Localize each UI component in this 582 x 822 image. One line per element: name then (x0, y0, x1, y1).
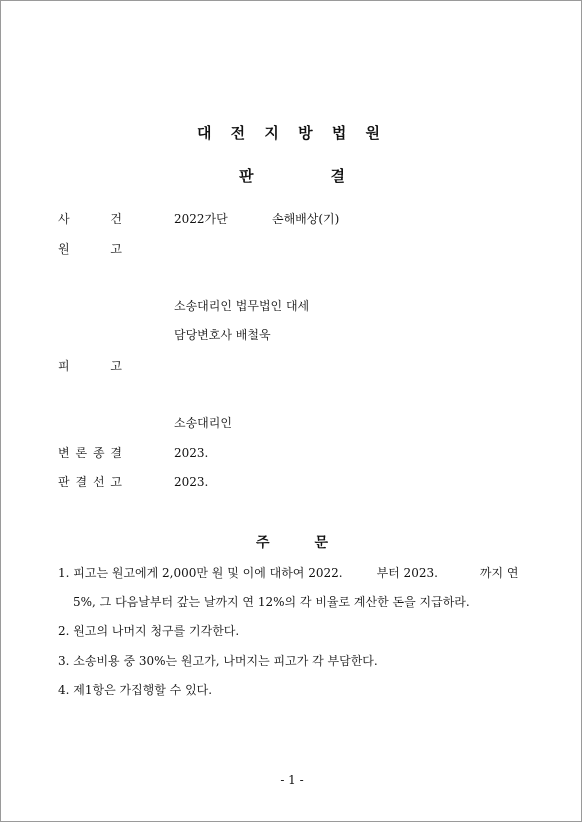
plaintiff-attorney: 담당변호사 배철욱 (174, 328, 271, 342)
jumun-heading: 주 문 (256, 535, 328, 551)
plaintiff-representative: 소송대리인 법무법인 대세 (174, 299, 310, 313)
order-item-1-continued: 5%, 그 다음날부터 갚는 날까지 연 12%의 각 비율로 계산한 돈을 지급하라. (73, 595, 470, 609)
court-name: 대 전 지 방 법 원 (196, 124, 388, 142)
page-number: - 1 - (280, 773, 304, 787)
order-item-3: 3. 소송비용 중 30%는 원고가, 나머지는 피고가 각 부담한다. (58, 654, 378, 668)
document-title-char: 결 (330, 167, 345, 185)
case-label: 사 건 (58, 212, 122, 226)
case-number: 2022가단 (174, 212, 228, 226)
ruling-date: 2023. (174, 475, 209, 489)
plaintiff-label: 원 고 (58, 242, 122, 256)
document-title-char: 판 (239, 167, 254, 185)
case-name: 손해배상(기) (272, 212, 340, 226)
defendant-representative: 소송대리인 (174, 416, 232, 430)
order-item-2: 2. 원고의 나머지 청구를 기각한다. (58, 624, 240, 638)
ruling-label: 판 결 선 고 (58, 475, 122, 489)
closing-date: 2023. (174, 446, 209, 460)
closing-label: 변 론 종 결 (58, 446, 122, 460)
defendant-label: 피 고 (58, 359, 122, 373)
order-item-1: 1. 피고는 원고에게 2,000만 원 및 이에 대하여 2022. 부터 2023. 까지 연 (58, 566, 519, 580)
document-title (239, 165, 345, 186)
order-item-4: 4. 제1항은 가집행할 수 있다. (58, 683, 213, 697)
